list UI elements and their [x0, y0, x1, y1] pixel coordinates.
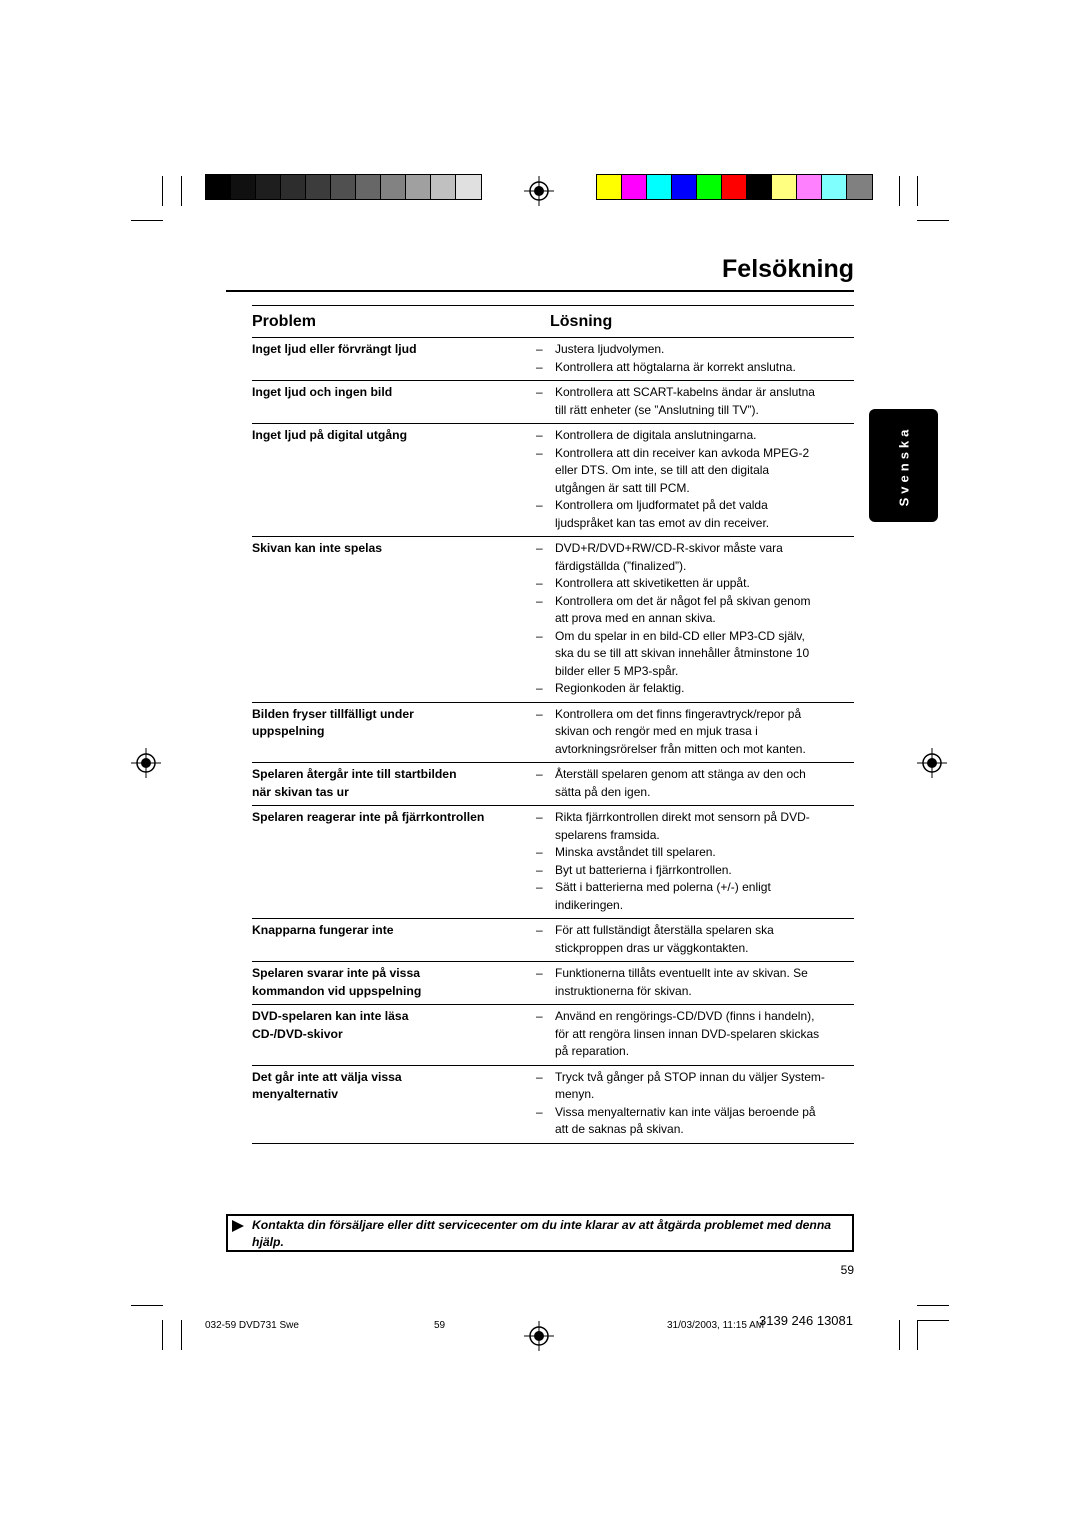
crop-mark	[131, 220, 163, 221]
solution-cell	[536, 766, 854, 801]
notice-box	[226, 1214, 854, 1252]
solution-cell	[536, 384, 854, 419]
dash-bullet: –	[536, 966, 543, 980]
registration-swatch	[231, 175, 256, 199]
solution-item	[536, 359, 854, 377]
table-row	[252, 424, 854, 537]
registration-swatch	[672, 175, 697, 199]
crop-mark	[917, 1320, 918, 1350]
solution-item	[536, 922, 854, 957]
table-row	[252, 1005, 854, 1066]
solution-cell	[536, 427, 854, 532]
footer-code: 3139 246 13081	[759, 1313, 853, 1328]
dash-bullet: –	[536, 810, 543, 824]
registration-swatch	[822, 175, 847, 199]
registration-swatch	[256, 175, 281, 199]
problem-cell: Inget ljud och ingen bild	[252, 385, 393, 399]
solution-item	[536, 965, 854, 1000]
dash-bullet: –	[536, 923, 543, 937]
solution-text: Kontrollera att din receiver kan avkoda MPEG-2 eller DTS. Om inte, se till att den digitala utgången är satt till PCM.	[555, 445, 810, 495]
crop-mark	[899, 176, 900, 206]
solution-text: Kontrollera att skivetiketten är uppåt.	[555, 576, 750, 590]
crop-mark	[917, 1305, 949, 1306]
language-tab-label: Svenska	[896, 425, 911, 506]
registration-swatch	[456, 175, 481, 199]
dash-bullet: –	[536, 576, 543, 590]
dash-bullet: –	[536, 593, 543, 608]
registration-swatch	[306, 175, 331, 199]
solution-text: Byt ut batterierna i fjärrkontrollen.	[555, 862, 732, 877]
table-row	[252, 381, 854, 424]
arrow-right-icon	[231, 1219, 245, 1233]
solution-item	[536, 575, 854, 593]
registration-swatch	[597, 175, 622, 199]
problem-cell: Bilden fryser tillfälligt under uppspelning	[252, 706, 414, 738]
crop-mark	[162, 1320, 163, 1350]
problem-cell: DVD-spelaren kan inte läsa CD-/DVD-skivor	[252, 1009, 409, 1041]
problem-cell: Spelaren svarar inte på vissa kommandon vid uppspelning	[252, 966, 422, 998]
registration-swatch	[797, 175, 822, 199]
problem-cell: Spelaren återgår inte till startbilden när skivan tas ur	[252, 767, 457, 799]
registration-swatch	[847, 175, 872, 199]
solution-item	[536, 879, 854, 914]
solution-item	[536, 766, 854, 801]
grayscale-registration-bar	[205, 174, 482, 200]
crop-mark	[131, 1305, 163, 1306]
solution-item	[536, 809, 854, 844]
solution-text: Återställ spelaren genom att stänga av den och sätta på den igen.	[555, 767, 806, 799]
dash-bullet: –	[536, 880, 543, 894]
solution-item	[536, 862, 854, 880]
registration-swatch	[356, 175, 381, 199]
problem-cell: Spelaren reagerar inte på fjärrkontrollen	[252, 810, 485, 824]
solution-text: Kontrollera om det är något fel på skivan genom att prova med en annan skiva.	[555, 593, 811, 625]
solution-cell	[536, 809, 854, 914]
registration-swatch	[772, 175, 797, 199]
registration-swatch	[281, 175, 306, 199]
crop-mark	[181, 1320, 182, 1350]
solution-item	[536, 593, 854, 628]
column-header-solution: Lösning	[550, 312, 613, 330]
solution-item	[536, 384, 854, 419]
table-row	[252, 962, 854, 1005]
solution-text: För att fullständigt återställa spelaren ska stickproppen dras ur väggkontakten.	[555, 923, 774, 955]
table-header	[252, 305, 854, 338]
solution-item	[536, 540, 854, 575]
dash-bullet: –	[536, 628, 543, 643]
table-row	[252, 703, 854, 764]
registration-crosshair-icon	[524, 176, 554, 206]
registration-swatch	[647, 175, 672, 199]
solution-item	[536, 706, 854, 759]
solution-text: Regionkoden är felaktig.	[555, 681, 685, 695]
page-title: Felsökning	[722, 255, 854, 283]
problem-cell: Det går inte att välja vissa menyalternativ	[252, 1069, 402, 1101]
registration-swatch	[406, 175, 431, 199]
solution-cell	[536, 1008, 854, 1061]
problem-cell: Inget ljud på digital utgång	[252, 428, 408, 442]
solution-text: Om du spelar in en bild-CD eller MP3-CD själv, ska du se till att skivan innehåller åtminstone 10 bilder eller 5 MP3-spår.	[555, 628, 810, 678]
column-header-problem: Problem	[252, 312, 317, 330]
footer-file-name: 032-59 DVD731 Swe	[205, 1320, 299, 1331]
dash-bullet: –	[536, 1009, 543, 1023]
solution-cell	[536, 706, 854, 759]
dash-bullet: –	[536, 706, 543, 721]
solution-cell	[536, 965, 854, 1000]
solution-text: Justera ljudvolymen.	[555, 342, 665, 356]
dash-bullet: –	[536, 845, 543, 859]
solution-item	[536, 680, 854, 698]
troubleshooting-table	[252, 305, 854, 1144]
solution-item	[536, 1104, 854, 1139]
solution-text: DVD+R/DVD+RW/CD-R-skivor måste vara färdigställda (”finalized”).	[555, 541, 783, 573]
dash-bullet: –	[536, 445, 543, 460]
solution-cell	[536, 341, 854, 376]
color-registration-bar	[596, 174, 873, 200]
solution-text: Kontrollera de digitala anslutningarna.	[555, 428, 757, 442]
table-body	[252, 338, 854, 1144]
problem-cell: Inget ljud eller förvrängt ljud	[252, 342, 417, 356]
solution-cell	[536, 1069, 854, 1139]
solution-text: Tryck två gånger på STOP innan du väljer System- menyn.	[555, 1069, 825, 1101]
solution-item	[536, 1008, 854, 1061]
problem-cell: Knapparna fungerar inte	[252, 923, 394, 937]
crop-mark	[917, 176, 918, 206]
dash-bullet: –	[536, 1069, 543, 1084]
solution-item	[536, 497, 854, 532]
solution-text: Använd en rengörings-CD/DVD (finns i handeln), för att rengöra linsen innan DVD-spelaren skickas på reparation.	[555, 1009, 820, 1058]
solution-text: Vissa menyalternativ kan inte väljas beroende på att de saknas på skivan.	[555, 1104, 816, 1136]
solution-item	[536, 427, 854, 445]
dash-bullet: –	[536, 428, 543, 442]
solution-text: Minska avståndet till spelaren.	[555, 845, 716, 859]
dash-bullet: –	[536, 681, 543, 695]
table-row	[252, 1066, 854, 1144]
registration-swatch	[747, 175, 772, 199]
solution-text: Kontrollera om det finns fingeravtryck/repor på skivan och rengör med en mjuk trasa i avtorkningsrörelser från mitten och mot kanten.	[555, 706, 806, 756]
solution-text: Sätt i batterierna med polerna (+/-) enligt indikeringen.	[555, 880, 771, 912]
registration-swatch	[381, 175, 406, 199]
dash-bullet: –	[536, 385, 543, 399]
registration-swatch	[206, 175, 231, 199]
crop-mark	[917, 1320, 949, 1321]
crop-mark	[162, 176, 163, 206]
solution-text: Kontrollera att högtalarna är korrekt anslutna.	[555, 359, 796, 374]
dash-bullet: –	[536, 767, 543, 781]
solution-item	[536, 844, 854, 862]
solution-cell	[536, 922, 854, 957]
footer-date: 31/03/2003, 11:15 AM	[667, 1320, 765, 1331]
page-number: 59	[840, 1263, 854, 1277]
solution-cell	[536, 540, 854, 698]
table-row	[252, 537, 854, 703]
registration-swatch	[431, 175, 456, 199]
dash-bullet: –	[536, 342, 543, 356]
solution-text: Kontrollera att SCART-kabelns ändar är anslutna till rätt enheter (se ”Anslutning till TV”).	[555, 385, 815, 417]
dash-bullet: –	[536, 498, 543, 512]
dash-bullet: –	[536, 541, 543, 555]
crop-mark	[917, 220, 949, 221]
footer-page: 59	[434, 1320, 446, 1331]
solution-item	[536, 445, 854, 498]
crop-mark	[899, 1320, 900, 1350]
crop-mark	[181, 176, 182, 206]
problem-cell: Skivan kan inte spelas	[252, 541, 383, 555]
table-row	[252, 338, 854, 381]
registration-crosshair-icon	[917, 748, 947, 778]
table-row	[252, 919, 854, 962]
registration-swatch	[622, 175, 647, 199]
table-row	[252, 763, 854, 806]
table-row	[252, 806, 854, 919]
solution-item	[536, 628, 854, 681]
registration-crosshair-icon	[524, 1321, 554, 1351]
language-tab	[869, 409, 938, 522]
dash-bullet: –	[536, 359, 543, 374]
dash-bullet: –	[536, 1104, 543, 1119]
registration-swatch	[331, 175, 356, 199]
registration-crosshair-icon	[131, 748, 161, 778]
solution-text: Funktionerna tillåts eventuellt inte av skivan. Se instruktionerna för skivan.	[555, 966, 808, 998]
solution-item	[536, 1069, 854, 1104]
registration-swatch	[722, 175, 747, 199]
solution-item	[536, 341, 854, 359]
dash-bullet: –	[536, 862, 543, 877]
solution-text: Kontrollera om ljudformatet på det valda ljudspråket kan tas emot av din receiver.	[555, 498, 770, 530]
notice-text: Kontakta din försäljare eller ditt servicecenter om du inte klarar av att åtgärda problemet med denna hjälp.	[252, 1218, 832, 1249]
title-rule	[226, 290, 854, 292]
registration-swatch	[697, 175, 722, 199]
solution-text: Rikta fjärrkontrollen direkt mot sensorn på DVD- spelarens framsida.	[555, 810, 810, 842]
